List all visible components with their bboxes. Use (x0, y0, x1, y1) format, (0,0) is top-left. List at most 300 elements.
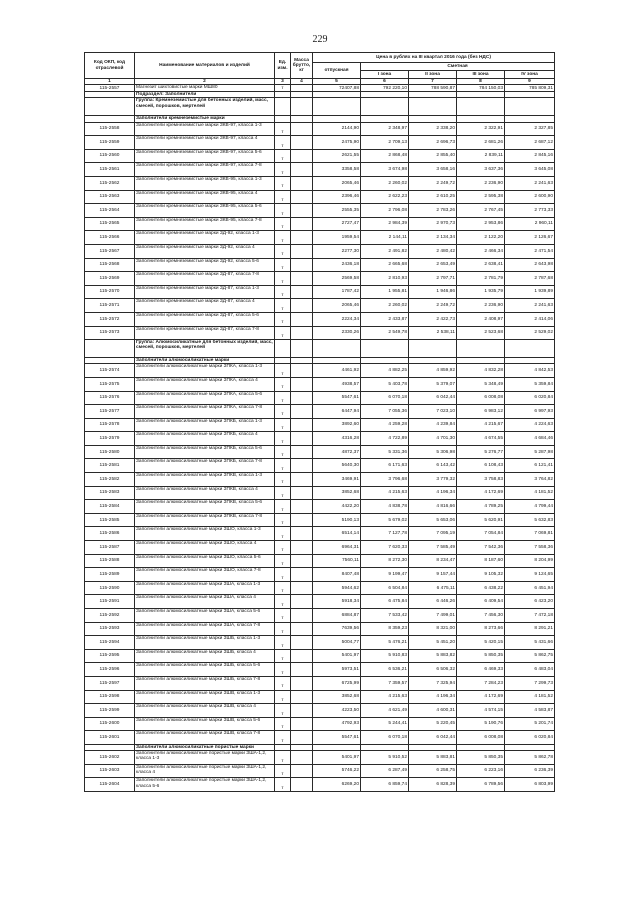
price-zone-4: 2 327,85 (505, 122, 555, 136)
item-code: 115-2587 (85, 541, 135, 555)
item-mass (291, 622, 313, 636)
item-name: Заполнители алюмосиликатные пористые марки ЗША-1,2, класса 4 (135, 764, 275, 778)
price-zone-3: 2 681,26 (457, 136, 505, 150)
price-release: 2224,34 (313, 312, 361, 326)
price-zone-4: 4 583,87 (505, 704, 555, 718)
item-mass (291, 149, 313, 163)
price-zone-3: 9 105,32 (457, 568, 505, 582)
item-unit: т (275, 473, 291, 487)
item-code: 115-2570 (85, 285, 135, 299)
item-mass (291, 731, 313, 745)
item-name: Заполнители алюмосиликатные марки ЗПКВ, класса 5-6 (135, 500, 275, 514)
table-row (85, 731, 555, 745)
price-release: 5746,22 (313, 764, 361, 778)
table-row (85, 704, 555, 718)
price-zone-3: 7 456,30 (457, 609, 505, 623)
table-row (85, 204, 555, 218)
price-zone-4: 5 862,78 (505, 751, 555, 765)
price-zone-4: 2 600,90 (505, 190, 555, 204)
item-code: 115-2585 (85, 513, 135, 527)
price-zone-4: 6 121,41 (505, 459, 555, 473)
col-num: 2 (135, 79, 275, 85)
price-zone-2: 7 325,94 (409, 676, 457, 690)
col-num: 9 (505, 79, 555, 85)
item-name: Заполнители алюмосиликатные марки ЗШБ, класса 5-6 (135, 663, 275, 677)
group-unit-cell (275, 340, 291, 358)
price-zone-2: 8 321,00 (409, 622, 457, 636)
price-zone-4: 3 764,82 (505, 473, 555, 487)
price-release: 2569,58 (313, 272, 361, 286)
price-zone-4: 4 224,63 (505, 418, 555, 432)
item-name: Заполнители алюмосиликатные марки ЗША, класса 5-6 (135, 609, 275, 623)
price-zone-1: 2 144,11 (361, 231, 409, 245)
price-zone-2: 2 249,72 (409, 176, 457, 190)
price-release: 5640,30 (313, 459, 361, 473)
item-mass (291, 377, 313, 391)
price-zone-2: 2 970,73 (409, 217, 457, 231)
price-release: 2555,35 (313, 204, 361, 218)
price-zone-4: 2 529,02 (505, 326, 555, 340)
price-zone-4: 7 299,73 (505, 676, 555, 690)
price-zone-4: 6 451,94 (505, 581, 555, 595)
price-zone-4: 2 241,63 (505, 176, 555, 190)
price-zone-3: 6 008,08 (457, 731, 505, 745)
price-zone-2: 6 143,42 (409, 459, 457, 473)
price-zone-1: 6 475,84 (361, 595, 409, 609)
price-zone-1: 5 910,52 (361, 751, 409, 765)
price-release: 4938,57 (313, 377, 361, 391)
item-name: Заполнители кремнеземистые марки ЗКВ-97, класса 7-8 (135, 163, 275, 177)
price-release: 5401,97 (313, 751, 361, 765)
group-code-cell (85, 340, 135, 358)
item-unit: т (275, 554, 291, 568)
price-zone-2: 1 946,86 (409, 285, 457, 299)
price-release: 3469,91 (313, 473, 361, 487)
price-zone-2: 4 600,31 (409, 704, 457, 718)
item-code: 115-2566 (85, 231, 135, 245)
price-zone-4: 2 687,12 (505, 136, 555, 150)
item-name: Заполнители алюмосиликатные марки ЗПКВ, класса 7-8 (135, 513, 275, 527)
price-zone-3: 3 758,83 (457, 473, 505, 487)
price-zone-4: 5 862,75 (505, 649, 555, 663)
item-code: 115-2602 (85, 751, 135, 765)
item-code: 115-2561 (85, 163, 135, 177)
table-row (85, 432, 555, 446)
price-release: 2144,90 (313, 122, 361, 136)
price-zone-1: 8 272,30 (361, 554, 409, 568)
price-zone-2: 7 095,19 (409, 527, 457, 541)
item-mass (291, 418, 313, 432)
price-zone-3: 2 767,45 (457, 204, 505, 218)
price-zone-4: 4 684,46 (505, 432, 555, 446)
table-row (85, 190, 555, 204)
price-zone-2: 6 506,32 (409, 663, 457, 677)
table-row (85, 513, 555, 527)
item-code: 115-2558 (85, 122, 135, 136)
price-zone-1: 7 055,36 (361, 405, 409, 419)
price-zone-2: 4 816,66 (409, 500, 457, 514)
item-code: 115-2573 (85, 326, 135, 340)
item-code: 115-2577 (85, 405, 135, 419)
item-name: Заполнители кремнеземистые марки ЗД-92, класса 1-3 (135, 231, 275, 245)
price-zone-4: 2 126,67 (505, 231, 555, 245)
header-zone-2: II зона (409, 71, 457, 79)
item-mass (291, 764, 313, 778)
price-zone-3: 784 150,03 (457, 85, 505, 92)
table-row (85, 690, 555, 704)
price-zone-4: 5 201,74 (505, 717, 555, 731)
price-zone-2: 8 234,47 (409, 554, 457, 568)
price-zone-1: 5 476,21 (361, 636, 409, 650)
price-zone-1: 5 679,02 (361, 513, 409, 527)
item-name: Заполнители алюмосиликатные марки ЗПКБ, класса 1-3 (135, 418, 275, 432)
item-mass (291, 717, 313, 731)
price-release: 7639,56 (313, 622, 361, 636)
price-zone-4: 4 181,52 (505, 690, 555, 704)
item-name: Заполнители алюмосиликатные марки ЗШО, класса 4 (135, 541, 275, 555)
price-zone-3: 5 620,91 (457, 513, 505, 527)
price-zone-4: 6 020,84 (505, 731, 555, 745)
group-code-cell (85, 98, 135, 116)
table-body (85, 85, 555, 792)
price-zone-4: 1 939,89 (505, 285, 555, 299)
item-mass (291, 190, 313, 204)
item-name: Заполнители алюмосиликатные марки ЗШВ, класса 5-6 (135, 717, 275, 731)
price-zone-4: 6 483,04 (505, 663, 555, 677)
table-row (85, 418, 555, 432)
price-zone-2: 5 653,06 (409, 513, 457, 527)
item-name: Заполнители кремнеземистые марки ЗД-87, класса 5-6 (135, 312, 275, 326)
price-zone-1: 2 810,93 (361, 272, 409, 286)
price-zone-1: 2 796,08 (361, 204, 409, 218)
price-zone-3: 7 284,23 (457, 676, 505, 690)
price-zone-3: 4 172,69 (457, 690, 505, 704)
price-zone-3: 8 273,66 (457, 622, 505, 636)
item-code: 115-2559 (85, 136, 135, 150)
item-name: Заполнители алюмосиликатные марки ЗПКА, класса 7-8 (135, 405, 275, 419)
group-price-cell (457, 98, 505, 116)
item-code: 115-2562 (85, 176, 135, 190)
item-code: 115-2599 (85, 704, 135, 718)
item-name: Заполнители кремнеземистые марки ЗКВ-97, класса 5-6 (135, 149, 275, 163)
item-mass (291, 704, 313, 718)
table-row (85, 751, 555, 765)
item-name: Заполнители алюмосиликатные марки ЗШВ, класса 4 (135, 704, 275, 718)
group-name: Заполнители алюмосиликатные марки (135, 358, 275, 364)
price-release: 5004,77 (313, 636, 361, 650)
price-zone-2: 5 883,81 (409, 751, 457, 765)
price-zone-3: 4 789,25 (457, 500, 505, 514)
price-zone-1: 7 620,33 (361, 541, 409, 555)
price-zone-3: 5 276,77 (457, 445, 505, 459)
item-code: 115-2583 (85, 486, 135, 500)
price-zone-4: 2 773,33 (505, 204, 555, 218)
item-mass (291, 595, 313, 609)
price-zone-2: 2 797,71 (409, 272, 457, 286)
item-mass (291, 609, 313, 623)
header-price-title: Цена в рублях на III квартал 2016 года (без НДС) (313, 53, 555, 63)
price-zone-2: 3 779,32 (409, 473, 457, 487)
price-release: 3852,68 (313, 690, 361, 704)
item-code: 115-2598 (85, 690, 135, 704)
price-release: 72407,88 (313, 85, 361, 92)
item-mass (291, 636, 313, 650)
price-release: 3358,58 (313, 163, 361, 177)
item-unit: т (275, 231, 291, 245)
col-num: 6 (361, 79, 409, 85)
item-name: Заполнители алюмосиликатные марки ЗШБ, класса 1-3 (135, 636, 275, 650)
col-num: 8 (457, 79, 505, 85)
item-code: 115-2568 (85, 258, 135, 272)
item-name: Заполнители кремнеземистые марки ЗКВ-95, класса 1-3 (135, 176, 275, 190)
item-mass (291, 272, 313, 286)
price-zone-4: 6 020,84 (505, 391, 555, 405)
price-zone-2: 2 696,73 (409, 136, 457, 150)
price-zone-1: 6 504,84 (361, 581, 409, 595)
item-name: Заполнители алюмосиликатные марки ЗПКВ, класса 4 (135, 486, 275, 500)
price-zone-2: 4 859,92 (409, 364, 457, 378)
price-zone-2: 788 590,87 (409, 85, 457, 92)
item-mass (291, 690, 313, 704)
price-zone-2: 6 258,75 (409, 764, 457, 778)
item-code: 115-2581 (85, 459, 135, 473)
item-unit: т (275, 445, 291, 459)
item-mass (291, 554, 313, 568)
price-zone-2: 2 610,25 (409, 190, 457, 204)
item-unit: т (275, 595, 291, 609)
price-zone-2: 9 157,44 (409, 568, 457, 582)
price-zone-3: 5 850,35 (457, 649, 505, 663)
table-row (85, 778, 555, 792)
item-unit: т (275, 527, 291, 541)
price-zone-2: 4 196,34 (409, 690, 457, 704)
table-row (85, 554, 555, 568)
item-mass (291, 513, 313, 527)
item-unit: т (275, 731, 291, 745)
price-zone-3: 8 187,60 (457, 554, 505, 568)
price-release: 5190,13 (313, 513, 361, 527)
price-zone-1: 4 259,28 (361, 418, 409, 432)
price-release: 3892,60 (313, 418, 361, 432)
table-row (85, 568, 555, 582)
item-mass (291, 459, 313, 473)
item-unit: т (275, 217, 291, 231)
price-zone-3: 7 542,36 (457, 541, 505, 555)
price-zone-4: 2 787,68 (505, 272, 555, 286)
item-code: 115-2567 (85, 244, 135, 258)
item-unit: т (275, 704, 291, 718)
price-zone-4: 9 124,65 (505, 568, 555, 582)
header-release: отпускная (313, 63, 361, 79)
price-release: 1959,54 (313, 231, 361, 245)
page-number: 229 (312, 34, 328, 45)
price-zone-3: 2 408,97 (457, 312, 505, 326)
table-row (85, 176, 555, 190)
col-num: 4 (291, 79, 313, 85)
price-release: 5547,61 (313, 391, 361, 405)
price-release: 6964,31 (313, 541, 361, 555)
price-zone-1: 2 348,97 (361, 122, 409, 136)
item-code: 115-2565 (85, 217, 135, 231)
item-unit: т (275, 190, 291, 204)
price-zone-3: 6 108,43 (457, 459, 505, 473)
price-zone-4: 4 799,44 (505, 500, 555, 514)
item-mass (291, 778, 313, 792)
item-name: Заполнители алюмосиликатные марки ЗША, класса 1-3 (135, 581, 275, 595)
price-zone-1: 6 171,63 (361, 459, 409, 473)
item-mass (291, 473, 313, 487)
item-mass (291, 432, 313, 446)
price-zone-1: 6 287,49 (361, 764, 409, 778)
price-release: 4792,93 (313, 717, 361, 731)
table-row (85, 622, 555, 636)
price-zone-4: 2 960,11 (505, 217, 555, 231)
table-row (85, 541, 555, 555)
price-zone-3: 2 523,68 (457, 326, 505, 340)
item-mass (291, 217, 313, 231)
item-unit: т (275, 751, 291, 765)
table-row (85, 609, 555, 623)
group-name: Группа: Кремнеземистые для бетонных изделий, масс, смесей, порошков, мертелей (135, 98, 275, 116)
item-mass (291, 527, 313, 541)
price-zone-2: 5 220,45 (409, 717, 457, 731)
price-zone-2: 2 538,11 (409, 326, 457, 340)
table-row (85, 445, 555, 459)
price-zone-3: 5 190,76 (457, 717, 505, 731)
col-num: 7 (409, 79, 457, 85)
table-row (85, 377, 555, 391)
group-price-cell (505, 98, 555, 116)
price-zone-3: 4 832,28 (457, 364, 505, 378)
price-zone-1: 2 491,82 (361, 244, 409, 258)
price-zone-1: 6 070,18 (361, 391, 409, 405)
group-name: Заполнители алюмосиликатные пористые марки (135, 744, 275, 750)
item-name: Заполнители кремнеземистые марки ЗД-87, класса 1-3 (135, 285, 275, 299)
item-code: 115-2582 (85, 473, 135, 487)
price-release: 2475,90 (313, 136, 361, 150)
item-unit: т (275, 122, 291, 136)
header-estimate: Сметная (361, 63, 555, 71)
price-zone-4: 785 809,31 (505, 85, 555, 92)
item-unit: т (275, 136, 291, 150)
group-price-cell (313, 340, 361, 358)
group-price-cell (409, 340, 457, 358)
col-num: 3 (275, 79, 291, 85)
item-code: 115-2580 (85, 445, 135, 459)
item-name: Заполнители кремнеземистые марки ЗД-87, класса 7-8 (135, 326, 275, 340)
price-zone-1: 2 868,48 (361, 149, 409, 163)
item-mass (291, 285, 313, 299)
price-zone-2: 6 446,26 (409, 595, 457, 609)
item-code: 115-2604 (85, 778, 135, 792)
item-unit: т (275, 405, 291, 419)
table-row (85, 244, 555, 258)
item-code: 115-2578 (85, 418, 135, 432)
item-unit: т (275, 176, 291, 190)
price-zone-4: 5 287,98 (505, 445, 555, 459)
group-name: Подраздел: Заполнители (135, 92, 275, 98)
header-zone-4: IV зона (505, 71, 555, 79)
price-release: 6447,94 (313, 405, 361, 419)
group-row (85, 98, 555, 116)
price-zone-3: 6 409,54 (457, 595, 505, 609)
item-unit: т (275, 163, 291, 177)
price-zone-2: 3 658,16 (409, 163, 457, 177)
item-name: Заполнители кремнеземистые марки ЗКВ-95, класса 7-8 (135, 217, 275, 231)
price-zone-4: 6 997,93 (505, 405, 555, 419)
price-zone-3: 2 466,34 (457, 244, 505, 258)
item-unit: т (275, 149, 291, 163)
item-mass (291, 568, 313, 582)
item-code: 115-2572 (85, 312, 135, 326)
price-zone-1: 2 260,02 (361, 176, 409, 190)
table-row (85, 217, 555, 231)
group-price-cell (409, 98, 457, 116)
group-row (85, 340, 555, 358)
item-name: Заполнители кремнеземистые марки ЗКВ-95, класса 5-6 (135, 204, 275, 218)
price-release: 5973,51 (313, 663, 361, 677)
item-unit: т (275, 432, 291, 446)
price-zone-2: 2 249,72 (409, 299, 457, 313)
price-zone-2: 2 855,40 (409, 149, 457, 163)
item-code: 115-2590 (85, 581, 135, 595)
table-row (85, 136, 555, 150)
price-zone-1: 4 838,78 (361, 500, 409, 514)
item-code: 115-2591 (85, 595, 135, 609)
price-release: 6884,87 (313, 609, 361, 623)
table-row (85, 649, 555, 663)
price-zone-4: 7 558,36 (505, 541, 555, 555)
price-zone-2: 6 042,44 (409, 731, 457, 745)
price-release: 4223,50 (313, 704, 361, 718)
price-zone-2: 7 023,10 (409, 405, 457, 419)
item-mass (291, 445, 313, 459)
item-name: Заполнители алюмосиликатные марки ЗШБ, класса 7-8 (135, 676, 275, 690)
price-zone-4: 5 632,83 (505, 513, 555, 527)
item-name: Заполнители кремнеземистые марки ЗКВ-95, класса 4 (135, 190, 275, 204)
price-release: 2436,18 (313, 258, 361, 272)
group-price-cell (505, 340, 555, 358)
item-unit: т (275, 636, 291, 650)
price-zone-4: 2 241,63 (505, 299, 555, 313)
price-zone-2: 6 475,11 (409, 581, 457, 595)
table-row (85, 364, 555, 378)
item-name: Заполнители алюмосиликатные пористые марки ЗША-1,2, класса 1-3 (135, 751, 275, 765)
price-release: 2277,30 (313, 244, 361, 258)
price-zone-1: 792 220,10 (361, 85, 409, 92)
item-mass (291, 663, 313, 677)
item-unit: т (275, 244, 291, 258)
price-zone-4: 4 842,53 (505, 364, 555, 378)
item-mass (291, 163, 313, 177)
price-zone-3: 2 839,11 (457, 149, 505, 163)
price-zone-2: 2 338,20 (409, 122, 457, 136)
item-mass (291, 122, 313, 136)
item-mass (291, 176, 313, 190)
price-zone-4: 8 291,21 (505, 622, 555, 636)
item-name: Магнезит шихтовистые марки МШ80 (135, 85, 275, 92)
price-zone-4: 6 236,39 (505, 764, 555, 778)
item-code: 115-2563 (85, 190, 135, 204)
price-zone-4: 4 181,52 (505, 486, 555, 500)
item-unit: т (275, 676, 291, 690)
item-name: Заполнители алюмосиликатные марки ЗША, класса 7-8 (135, 622, 275, 636)
item-name: Заполнители кремнеземистые марки ЗД-92, класса 4 (135, 244, 275, 258)
price-release: 4872,37 (313, 445, 361, 459)
table-row (85, 527, 555, 541)
col-num: 1 (85, 79, 135, 85)
item-name: Заполнители кремнеземистые марки ЗД-87, класса 4 (135, 299, 275, 313)
